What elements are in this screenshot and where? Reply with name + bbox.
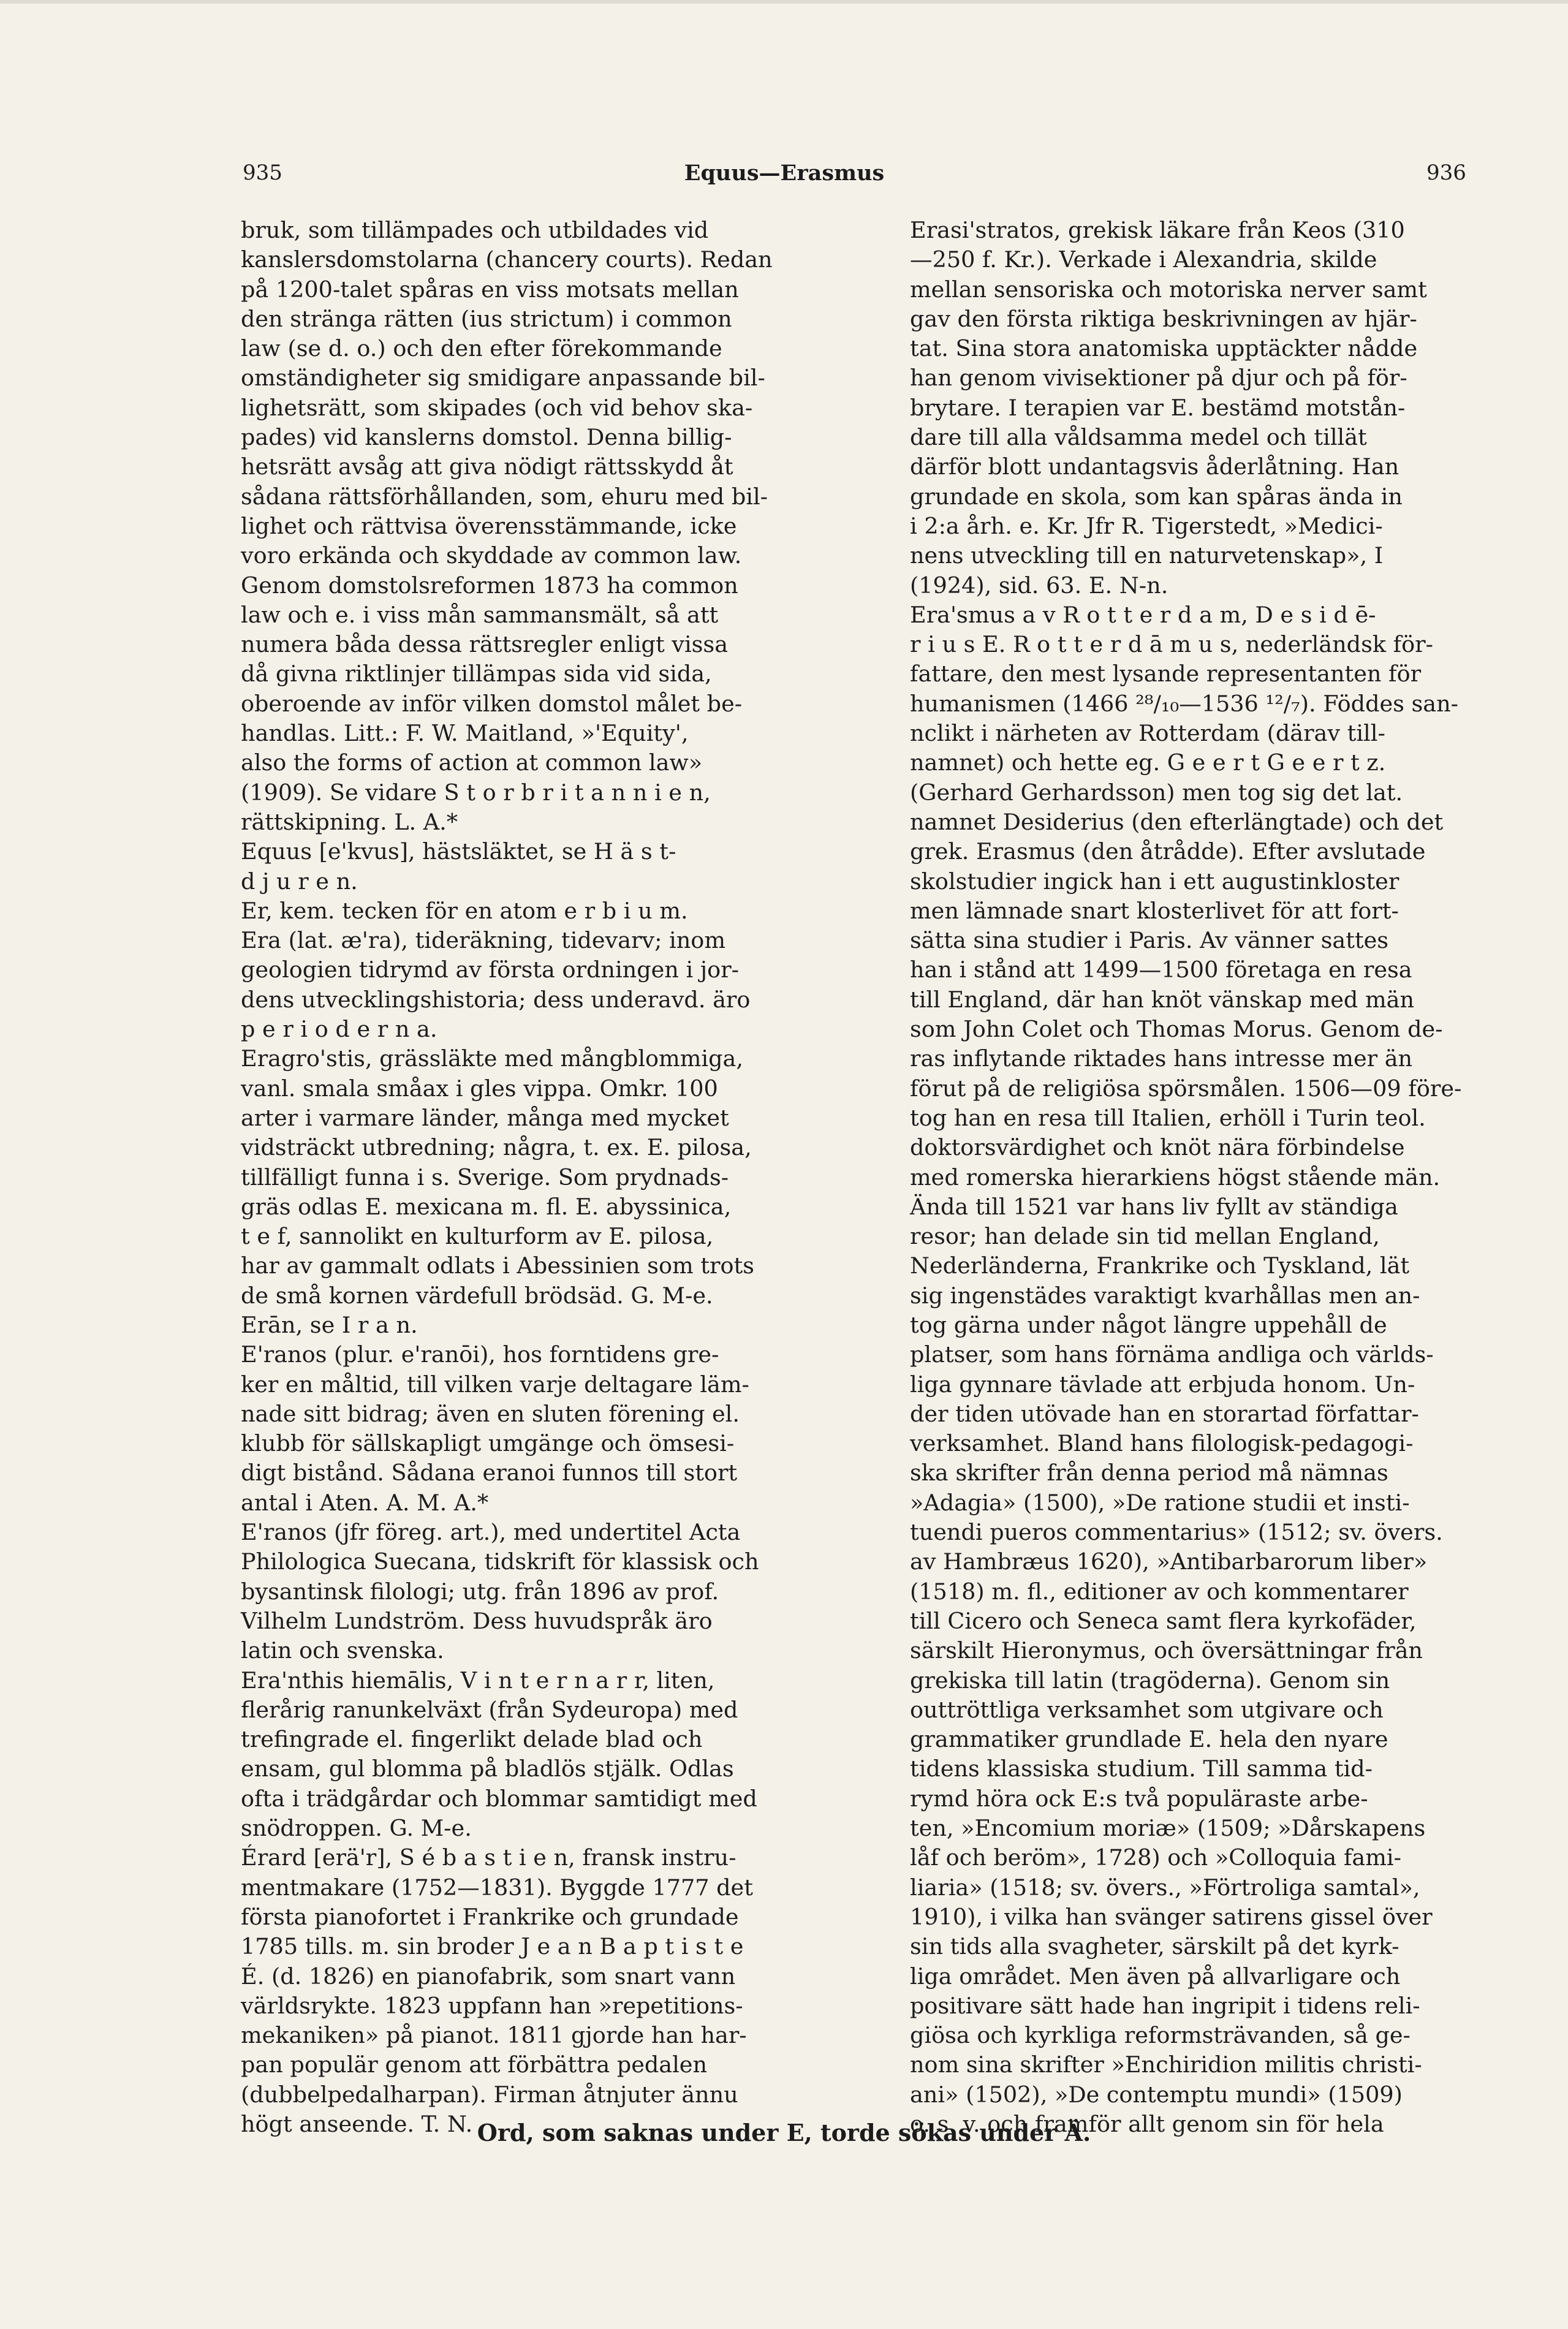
text-line: E'ranos (jfr föreg. art.), med undertitel Acta (241, 1519, 741, 1546)
text-line: r i u s E. R o t t e r d ā m u s, nederländsk för- (910, 631, 1434, 658)
text-line: högt anseende. T. N. (241, 2111, 473, 2137)
text-line: trefingrade el. fingerlikt delade blad och (241, 1726, 703, 1753)
text-line: »Adagia» (1500), »De ratione studii et insti- (910, 1489, 1410, 1516)
text-line: skolstudier ingick han i ett augustinkloster (910, 868, 1399, 895)
text-line: (1518) m. fl., editioner av och kommentarer (910, 1578, 1409, 1605)
text-line: namnet) och hette eg. G e e r t G e e r t z. (910, 749, 1386, 776)
text-line: o. s. v. och framför allt genom sin för hela (910, 2111, 1384, 2137)
text-line: tillfälligt funna i s. Sverige. Som prydnads- (241, 1164, 729, 1191)
text-line: dare till alla våldsamma medel och tillät (910, 424, 1367, 451)
text-line: vidsträckt utbredning; några, t. ex. E. pilosa, (241, 1134, 752, 1161)
text-line: klubb för sällskapligt umgänge och ömsesi- (241, 1430, 735, 1457)
left-column (241, 216, 841, 2139)
text-line: —250 f. Kr.). Verkade i Alexandria, skilde (910, 246, 1377, 273)
text-line: tog han en resa till Italien, erhöll i Turin teol. (910, 1104, 1426, 1131)
text-line: law (se d. o.) och den efter förekommande (241, 335, 722, 362)
text-line: namnet Desiderius (den efterlängtade) och det (910, 808, 1444, 835)
text-line: grekiska till latin (tragöderna). Genom sin (910, 1667, 1390, 1694)
text-line: han genom vivisektioner på djur och på för- (910, 365, 1407, 392)
text-line: digt bistånd. Sådana eranoi funnos till stort (241, 1460, 738, 1486)
text-line: sådana rättsförhållanden, som, ehuru med bil- (241, 483, 768, 510)
text-line: sin tids alla svagheter, särskilt på det kyrk- (910, 1933, 1399, 1960)
text-line: antal i Aten. A. M. A.* (241, 1489, 489, 1516)
text-line: grundade en skola, som kan spåras ända in (910, 483, 1403, 510)
text-line: med romerska hierarkiens högst stående män. (910, 1164, 1441, 1191)
text-line: numera båda dessa rättsregler enligt vissa (241, 631, 729, 658)
text-line: brytare. I terapien var E. bestämd motstån- (910, 394, 1406, 421)
text-line: till England, där han knöt vänskap med män (910, 986, 1415, 1013)
text-line: arter i varmare länder, många med mycket (241, 1104, 729, 1131)
text-line: mentmakare (1752—1831). Byggde 1777 det (241, 1874, 753, 1901)
text-line: liaria» (1518; sv. övers., »Förtroliga samtal», (910, 1874, 1420, 1901)
text-line: lighet och rättvisa överensstämmande, icke (241, 512, 737, 539)
text-line: nens utveckling till en naturvetenskap», I (910, 542, 1384, 569)
text-line: grammatiker grundlade E. hela den nyare (910, 1726, 1388, 1753)
text-line: har av gammalt odlats i Abessinien som trots (241, 1252, 754, 1279)
text-line: positivare sätt hade han ingripit i tidens reli- (910, 1992, 1420, 2019)
text-line: men lämnade snart klosterlivet för att fort- (910, 897, 1399, 924)
text-line: bysantinsk filologi; utg. från 1896 av prof. (241, 1578, 719, 1605)
text-line: der tiden utövade han en storartad författar- (910, 1400, 1419, 1427)
page-number-right: 936 (1426, 161, 1466, 185)
text-line: rättskipning. L. A.* (241, 808, 458, 835)
text-line: första pianofortet i Frankrike och grundade (241, 1903, 739, 1930)
text-line: den stränga rätten (ius strictum) i common (241, 305, 732, 332)
text-line: vanl. smala småax i gles vippa. Omkr. 100 (241, 1075, 718, 1102)
text-line: gav den första riktiga beskrivningen av hjär- (910, 305, 1417, 332)
text-line: Era (lat. æ'ra), tideräkning, tidevarv; inom (241, 927, 726, 954)
text-line: voro erkända och skyddade av common law. (241, 542, 742, 569)
text-line: handlas. Litt.: F. W. Maitland, »'Equity', (241, 720, 689, 747)
text-line: also the forms of action at common law» (241, 749, 703, 776)
text-line: på 1200-talet spåras en viss motsats mellan (241, 276, 739, 303)
text-line: lighetsrätt, som skipades (och vid behov ska- (241, 394, 753, 421)
text-line: tat. Sina stora anatomiska upptäckter nådde (910, 335, 1418, 362)
text-line: tog gärna under något längre uppehåll de (910, 1311, 1387, 1338)
footer-note: Ord, som saknas under E, torde sökas under Ä. (477, 2119, 1091, 2146)
text-line: ska skrifter från denna period må nämnas (910, 1460, 1388, 1486)
text-line: resor; han delade sin tid mellan England, (910, 1223, 1380, 1250)
text-line: flerårig ranunkelväxt (från Sydeuropa) med (241, 1696, 738, 1723)
text-line: liga området. Men även på allvarligare och (910, 1963, 1401, 1990)
text-line: E'ranos (plur. e'ranōi), hos forntidens gre- (241, 1341, 719, 1368)
text-line: Philologica Suecana, tidskrift för klassisk och (241, 1548, 759, 1575)
text-line: t e f, sannolikt en kulturform av E. pilosa, (241, 1223, 714, 1250)
text-line: därför blott undantagsvis åderlåtning. Han (910, 453, 1399, 480)
text-line: kanslersdomstolarna (chancery courts). Redan (241, 246, 773, 273)
text-line: (1924), sid. 63. E. N-n. (910, 572, 1168, 599)
right-column (910, 216, 1510, 2139)
text-line: É. (d. 1826) en pianofabrik, som snart vann (241, 1963, 736, 1990)
text-line: då givna riktlinjer tillämpas sida vid sida, (241, 661, 712, 687)
text-line: ensam, gul blomma på bladlös stjälk. Odlas (241, 1755, 734, 1782)
text-line: d j u r e n. (241, 868, 358, 895)
text-line: Era'smus a v R o t t e r d a m, D e s i d ē- (910, 601, 1376, 628)
text-line: geologien tidrymd av första ordningen i jor- (241, 956, 740, 983)
text-line: tidens klassiska studium. Till samma tid- (910, 1755, 1373, 1782)
text-line: 1785 tills. m. sin broder J e a n B a p t i s t e (241, 1933, 744, 1960)
text-line: ofta i trädgårdar och blommar samtidigt med (241, 1785, 757, 1812)
text-line: nom sina skrifter »Enchiridion militis christi- (910, 2051, 1422, 2078)
text-line: sig ingenstädes varaktigt kvarhållas men an- (910, 1282, 1420, 1309)
text-line: 1910), i vilka han svänger satirens gissel över (910, 1903, 1433, 1930)
text-line: humanismen (1466 ²⁸/₁₀—1536 ¹²/₇). Föddes san- (910, 690, 1459, 717)
text-line: latin och svenska. (241, 1637, 444, 1664)
text-line: law och e. i viss mån sammansmält, så att (241, 601, 719, 628)
text-line: pan populär genom att förbättra pedalen (241, 2051, 707, 2078)
text-line: särskilt Hieronymus, och översättningar från (910, 1637, 1423, 1664)
text-line: verksamhet. Bland hans filologisk-pedagogi- (910, 1430, 1414, 1457)
text-line: till Cicero och Seneca samt flera kyrkofäder, (910, 1607, 1417, 1634)
text-line: mellan sensoriska och motoriska nerver samt (910, 276, 1427, 303)
page-header (0, 161, 1568, 191)
text-line: av Hambræus 1620), »Antibarbarorum liber» (910, 1548, 1428, 1575)
text-line: doktorsvärdighet och knöt nära förbindelse (910, 1134, 1405, 1161)
text-line: låf och beröm», 1728) och »Colloquia fami- (910, 1844, 1401, 1871)
text-line: de små kornen värdefull brödsäd. G. M-e. (241, 1282, 713, 1309)
text-line: ani» (1502), »De contemptu mundi» (1509) (910, 2081, 1403, 2108)
text-line: hetsrätt avsåg att giva nödigt rättsskydd åt (241, 453, 733, 480)
text-line: dens utvecklingshistoria; dess underavd. äro (241, 986, 751, 1013)
text-line: Erān, se I r a n. (241, 1311, 418, 1338)
text-line: Eragro'stis, grässläkte med mångblommiga, (241, 1045, 743, 1072)
text-line: nclikt i närheten av Rotterdam (därav till- (910, 720, 1385, 747)
text-line: (1909). Se vidare S t o r b r i t a n n i e n, (241, 779, 711, 806)
text-line: Erasi'stratos, grekisk läkare från Keos (310 (910, 217, 1405, 243)
text-line: han i stånd att 1499—1500 företaga en resa (910, 956, 1412, 983)
text-line: Er, kem. tecken för en atom e r b i u m. (241, 897, 688, 924)
text-line: snödroppen. G. M-e. (241, 1815, 472, 1842)
text-line: Genom domstolsreformen 1873 ha common (241, 572, 738, 599)
text-line: mekaniken» på pianot. 1811 gjorde han har- (241, 2022, 747, 2049)
text-line: sätta sina studier i Paris. Av vänner sattes (910, 927, 1389, 954)
text-line: bruk, som tillämpades och utbildades vid (241, 217, 709, 243)
text-line: fattare, den mest lysande representanten för (910, 661, 1422, 687)
text-line: (Gerhard Gerhardsson) men tog sig det lat. (910, 779, 1403, 806)
text-line: Érard [erä'r], S é b a s t i e n, fransk instru- (241, 1844, 737, 1871)
page-top-edge (0, 0, 1568, 4)
text-line: omständigheter sig smidigare anpassande bil- (241, 365, 765, 392)
text-line: outtröttliga verksamhet som utgivare och (910, 1696, 1384, 1723)
text-line: ker en måltid, till vilken varje deltagare läm- (241, 1371, 749, 1398)
text-line: liga gynnare tävlade att erbjuda honom. Un- (910, 1371, 1415, 1398)
text-line: ten, »Encomium moriæ» (1509; »Dårskapens (910, 1815, 1426, 1842)
text-line: ras inflytande riktades hans intresse mer än (910, 1045, 1413, 1072)
text-line: världsrykte. 1823 uppfann han »repetitions- (241, 1992, 743, 2019)
running-head: Equus—Erasmus (684, 161, 885, 186)
text-line: platser, som hans förnäma andliga och världs- (910, 1341, 1434, 1368)
text-line: Era'nthis hiemālis, V i n t e r n a r r, liten, (241, 1667, 715, 1694)
text-line: nade sitt bidrag; även en sluten förening el. (241, 1400, 740, 1427)
text-line: tuendi pueros commentarius» (1512; sv. övers. (910, 1519, 1443, 1546)
text-line: oberoende av inför vilken domstol målet be- (241, 690, 743, 717)
text-line: i 2:a årh. e. Kr. Jfr R. Tigerstedt, »Medici- (910, 512, 1383, 539)
text-line: Ända till 1521 var hans liv fyllt av ständiga (910, 1193, 1398, 1220)
text-line: (dubbelpedalharpan). Firman åtnjuter ännu (241, 2081, 738, 2108)
text-line: rymd höra ock E:s två populäraste arbe- (910, 1785, 1368, 1812)
page-number-left: 935 (243, 161, 282, 185)
text-line: som John Colet och Thomas Morus. Genom de- (910, 1016, 1443, 1043)
text-line: grek. Erasmus (den åtrådde). Efter avslutade (910, 838, 1426, 865)
text-line: Vilhelm Lundström. Dess huvudspråk äro (241, 1607, 713, 1634)
text-line: pades) vid kanslerns domstol. Denna billig- (241, 424, 732, 451)
text-line: Nederländerna, Frankrike och Tyskland, lät (910, 1252, 1410, 1279)
text-line: giösa och kyrkliga reformsträvanden, så ge- (910, 2022, 1411, 2049)
text-line: Equus [e'kvus], hästsläktet, se H ä s t- (241, 838, 676, 865)
text-line: förut på de religiösa spörsmålen. 1506—09 före- (910, 1075, 1462, 1102)
text-line: p e r i o d e r n a. (241, 1016, 437, 1043)
text-line: gräs odlas E. mexicana m. fl. E. abyssinica, (241, 1193, 732, 1220)
